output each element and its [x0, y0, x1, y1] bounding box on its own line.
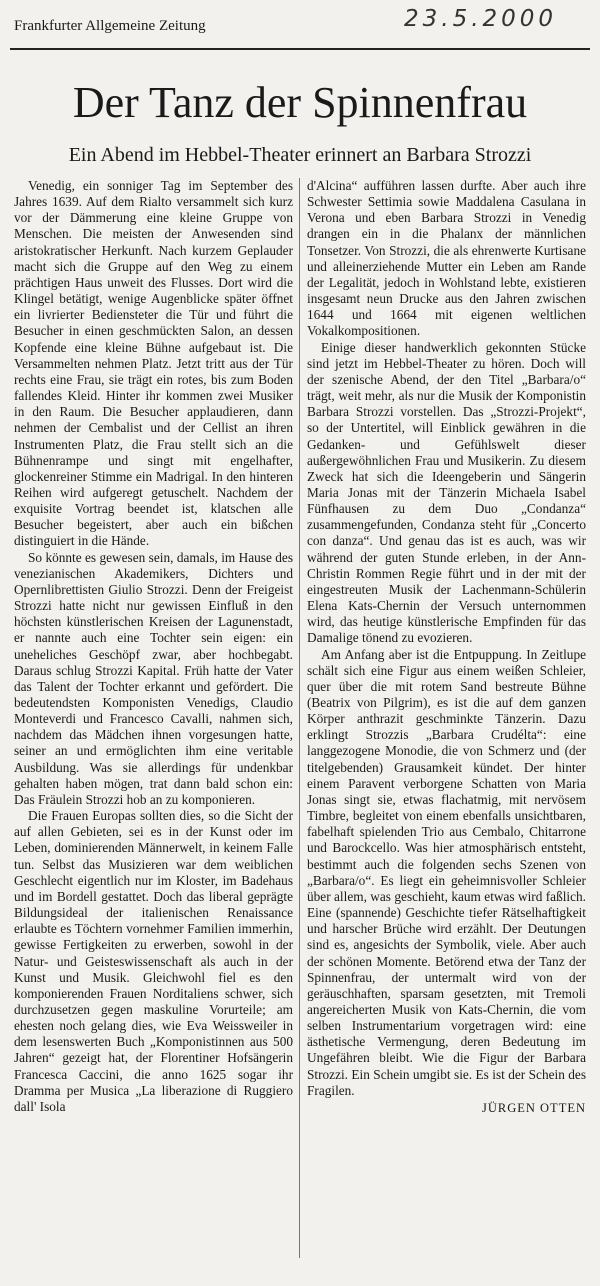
masthead-rule: [10, 48, 590, 50]
handwritten-date: 23.5.2000: [404, 6, 558, 32]
column-left: [14, 178, 293, 1116]
subheadline: Ein Abend im Hebbel-Theater erinnert an Barbara Strozzi: [68, 144, 532, 166]
paragraph: Die Frauen Europas sollten dies, so die Sicht der auf allen Gebieten, sei es in der Kunst oder im Leben, dominierenden Männerwelt, in keinem Falle tun. Selbst das Musizieren war dem weiblichen Geschlecht eigentlich nur im Kloster, im Badehaus und im Bordell gestattet. Doch das liberal geprägte Bildungsideal der italienischen Renaissance erlaubte es Töchtern vornehmer Familien immerhin, gewisse Fertigkeiten zu erwerben, sowohl in der Natur- und Geisteswissenschaft als auch in der Kunst und Musik. Gleichwohl fiel es den komponierenden Frauen Norditaliens schwer, sich durchzusetzen gegen maskuline Vorurteile; am ehesten noch gelang dies, wie Eva Weissweiler in dem lesenswerten Buch „Komponistinnen aus 500 Jahren“ gezeigt hat, der Florentiner Hofsängerin Francesca Caccini, die anno 1625 sogar ihr Dramma per Musica „La liberazione di Ruggiero dall' Isola: [14, 808, 293, 1114]
headline: Der Tanz der Spinnenfrau: [72, 78, 528, 127]
masthead: Frankfurter Allgemeine Zeitung: [14, 18, 206, 34]
column-right: [307, 178, 586, 1116]
paragraph: Am Anfang aber ist die Entpuppung. In Zeitlupe schält sich eine Figur aus einem weißen Schleier, quer über die mit rotem Sand bestreute Bühne (Beatrix von Pilgrim), es ist die auf dem ganzen Körper anthrazit geschminkte Tänzerin. Dazu erklingt Strozzis „Barbara Crudélta“: eine langgezogene Monodie, die von Schmerz und (der titelgebenden) Grausamkeit kündet. Der hinter einem Paravent verborgene Schatten von Maria Jonas singt sie, etwas flachatmig, mit nervösem Timbre, begleitet von einem ebenfalls unsichtbaren, fabelhaft spielenden Trio aus Cembalo, Chitarrone und Barockcello. Was hier atmosphärisch entsteht, bestimmt auch die folgenden sechs Szenen von „Barbara/o“. Es liegt ein geheimnisvoller Schleier über allem, was geschieht, kaum etwas wird faßlich. Eine (spannende) Geschichte tiefer Rätselhaftigkeit und harscher Brüche wird erzählt. Der Deutungen sind es, angesichts der Symbolik, viele. Aber auch der schönen Momente. Betörend etwa der Tanz der Spinnenfrau, der untermalt wird von der geräuschhaften, sparsam gesetzten, mit Tremoli angereicherten Musik von Kats-Chernin, die vom selben Instrumentarium vorgetragen wird: eine ästhetische Vermengung, deren Bedeutung im Ungefähren bleibt. Wie die Figur der Barbara Strozzi. Ein Schein umgibt sie. Es ist der Schein des Fragilen.: [307, 646, 586, 1098]
paragraph: d'Alcina“ aufführen lassen durfte. Aber auch ihre Schwester Settimia sowie Maddalena Casulana in Verona und eben Barbara Strozzi in Venedig drangen ein in die Phalanx der männlichen Tonsetzer. Von Strozzi, die als ehrenwerte Kurtisane und alleinerziehende Mutter ein Leben am Rande der Legalität, jedoch in Wohlstand lebte, existieren insgesamt neun Drucke aus den Jahren zwischen 1644 und 1664 mit eigenen weltlichen Vokalkompositionen.: [307, 178, 586, 339]
paragraph: Einige dieser handwerklich gekonnten Stücke sind jetzt im Hebbel-Theater zu hören. Doch will der szenische Abend, der den Titel „Barbara/o“ trägt, weit mehr, als nur die Musik der Komponistin Barbara Strozzi vorstellen. Das „Strozzi-Projekt“, so der Untertitel, will Einblick gewähren in die Gedanken- und Gefühlswelt dieser außergewöhnlichen Frau und Musikerin. Zu diesem Zweck hat sich die Ideengeberin und Sängerin Maria Jonas mit der Tänzerin Michaela Isabel Fünfhausen zu dem Duo „Condanza“ zusammengefunden, Condanza steht für „Concerto con danza“. Und genau das ist es auch, was wir während der guten Stunde erleben, in der Ann-Christin Rommen Regie führt und in der mit der eingestreuten Musik der Lachenmann-Schülerin Elena Kats-Chernin der Versuch unternommen wird, das heutige künstlerische Empfinden für das Damalige tönend zu evozieren.: [307, 339, 586, 646]
author-byline: JÜRGEN OTTEN: [481, 1100, 586, 1115]
paragraph: So könnte es gewesen sein, damals, im Hause des venezianischen Akademikers, Dichters und Opernlibrettisten Giulio Strozzi. Denn der Freigeist Strozzi hatte nicht nur gewissen Einfluß in den höchsten künstlerischen Kreisen der Lagunenstadt, er nannte auch eine Tochter sein eigen: ein uneheliches Geschöpf zwar, aber hochbegabt. Daraus schlug Strozzi Kapital. Früh hatte der Vater das Talent der Tochter erkannt und gefördert. Die bedeutendsten Komponisten Venedigs, Claudio Monteverdi und Francesco Cavalli, nahmen sich, nachdem das Mädchen ihnen vorgesungen hatte, seiner an und ermöglichten ihm eine veritable Ausbildung. Was sie allerdings für undenkbar gehalten haben mögen, trat dann bald schon ein: Das Fräulein Strozzi hob an zu komponieren.: [14, 549, 293, 807]
paragraph: Venedig, ein sonniger Tag im September des Jahres 1639. Auf dem Rialto versammelt sich kurz vor der Dämmerung eine kleine Gruppe von Menschen. Die meisten der Anwesenden sind aristokratischer Herkunft. Nach kurzem Geplauder macht sich die Gruppe auf den Weg zu einem prächtigen Haus unweit des Flusses. Dort wird die Klingel betätigt, wenige Augenblicke später öffnet ein livrierter Bediensteter die Tür und führt die Besucher in einen geschmückten Salon, an dessen Kopfende eine kleine Bühne aufgebaut ist. Die Versammelten nehmen Platz. Jetzt tritt aus der Tür rechts eine Frau, sie trägt ein rotes, bis zum Boden fallendes Kleid. Hinter ihr kommen zwei Musiker in den Raum. Die Besucher applaudieren, dann nehmen der Cembalist und der Cellist an ihren Instrumenten Platz, die Frau stellt sich an die Bühnenrampe und singt mit engelhafter, glockenreiner Stimme ein Madrigal. In den hinteren Reihen wird aufgeregt getuschelt. Nachdem der exquisite Vortrag beendet ist, klatschen alle Besucher begeistert, aber auch ein bißchen distinguiert in die Hände.: [14, 178, 293, 549]
article-body: [14, 178, 586, 1116]
